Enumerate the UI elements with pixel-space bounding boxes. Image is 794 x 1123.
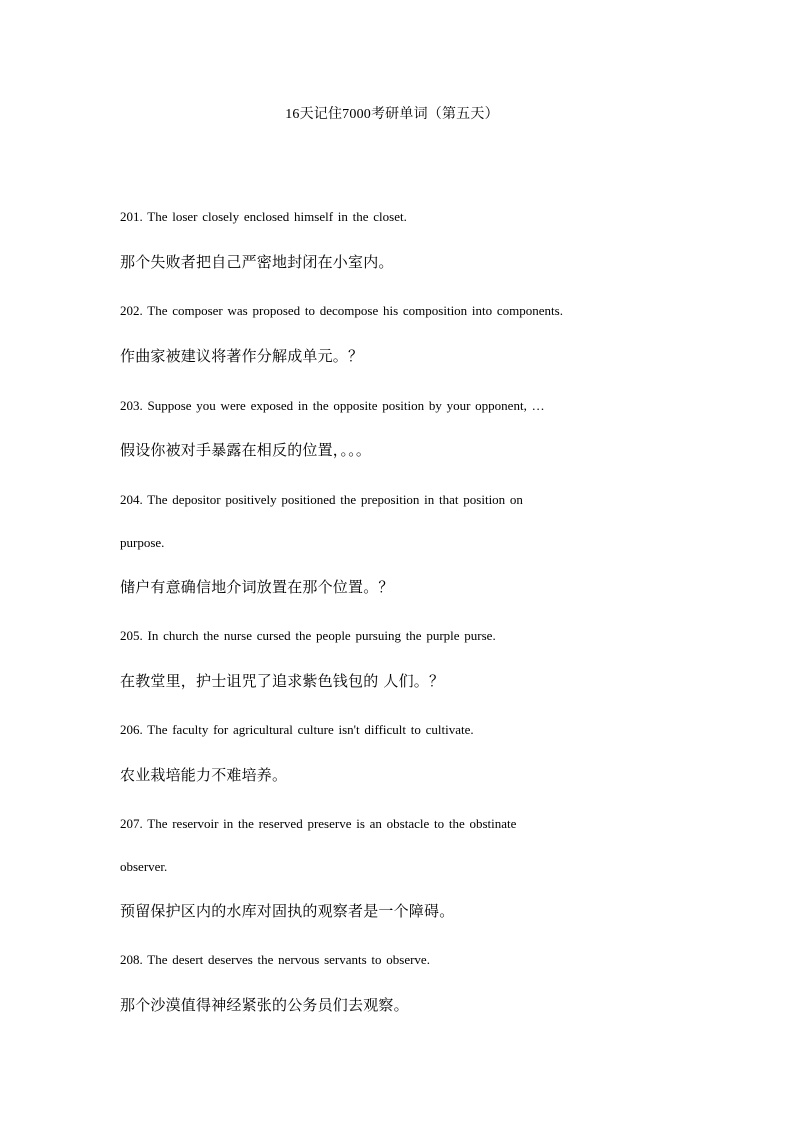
entry-202-english: 202. The composer was proposed to decompose his composition into components. [120, 303, 563, 318]
entry-204-chinese: 储户有意确信地介词放置在那个位置。？ [120, 578, 394, 596]
entry-207-chinese: 预留保护区内的水库对固执的观察者是一个障碍。 [120, 902, 455, 920]
entry-204-english-line-2: purpose. [120, 535, 165, 550]
entry-201-chinese: 那个失败者把自己严密地封闭在小室内。 [120, 253, 394, 271]
entry-206-chinese: 农业栽培能力不难培养。 [120, 766, 288, 784]
document-title: 16天记住7000考研单词（第五天） [285, 107, 499, 122]
entry-203-chinese: 假设你被对手暴露在相反的位置，。。。 [120, 441, 372, 459]
entry-205-chinese: 在教堂里，护士诅咒了追求紫色钱包的 人们。？ [120, 672, 445, 690]
entry-202-chinese: 作曲家被建议将著作分解成单元。？ [120, 347, 364, 365]
entry-206-english: 206. The faculty for agricultural culture isn't difficult to cultivate. [120, 722, 474, 737]
entry-205-english: 205. In church the nurse cursed the people pursuing the purple purse. [120, 628, 496, 643]
entry-204-english-line-1: 204. The depositor positively positioned the preposition in that position on [120, 492, 523, 507]
entry-203-english: 203. Suppose you were exposed in the opposite position by your opponent, … [120, 398, 545, 413]
entry-208-english: 208. The desert deserves the nervous servants to observe. [120, 952, 430, 967]
entry-201-english: 201. The loser closely enclosed himself in the closet. [120, 209, 407, 224]
entry-207-english-line-2: observer. [120, 859, 168, 874]
entry-207-english-line-1: 207. The reservoir in the reserved preserve is an obstacle to the obstinate [120, 816, 517, 831]
entry-208-chinese: 那个沙漠值得神经紧张的公务员们去观察。 [120, 996, 409, 1014]
